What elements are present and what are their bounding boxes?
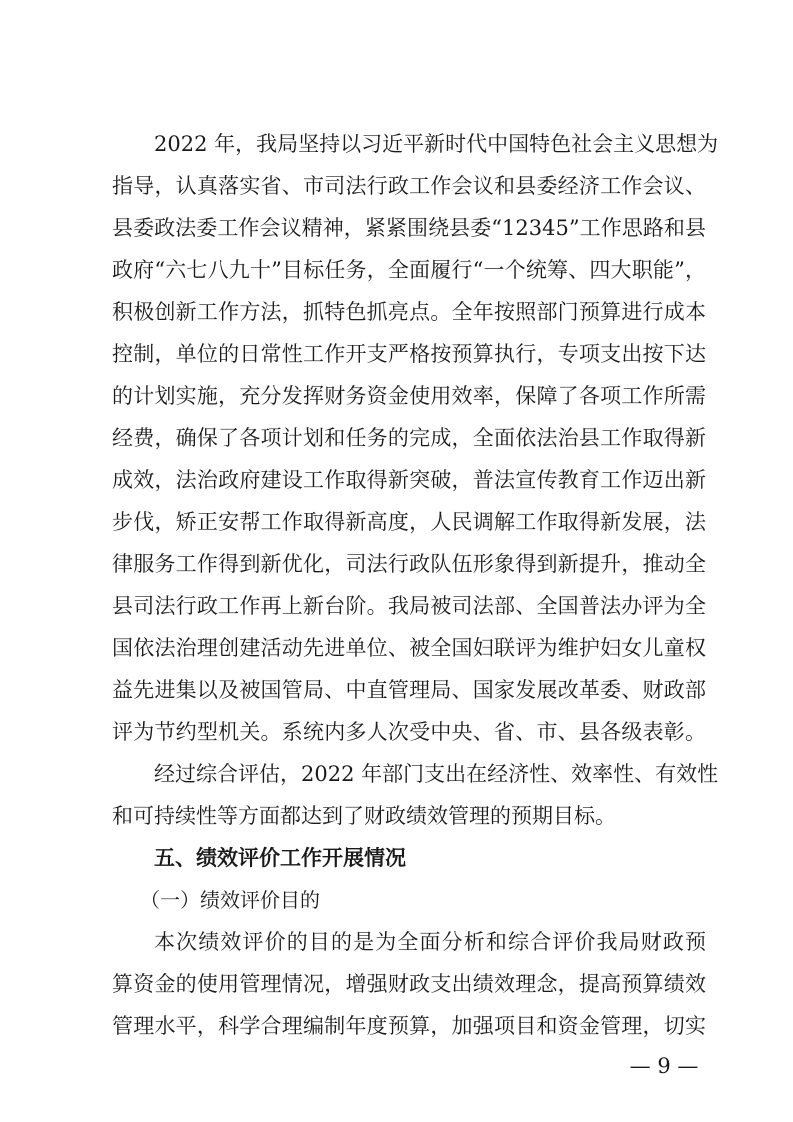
paragraph-2-line-1: 经过综合评估，2022 年部门支出在经济性、效率性、有效性 bbox=[154, 762, 719, 786]
paragraph-3-line-1: 本次绩效评价的目的是为全面分析和综合评价我局财政预 bbox=[154, 930, 706, 954]
paragraph-1-line-15: 评为节约型机关。系统内多人次受中央、省、市、县各级表彰。 bbox=[112, 720, 706, 744]
paragraph-1-line-5: 积极创新工作方法，抓特色抓亮点。全年按照部门预算进行成本 bbox=[112, 300, 706, 324]
paragraph-1-line-14: 益先进集以及被国管局、中直管理局、国家发展改革委、财政部 bbox=[112, 678, 706, 702]
paragraph-1-line-13: 国依法治理创建活动先进单位、被全国妇联评为维护妇女儿童权 bbox=[112, 636, 706, 660]
paragraph-1-line-2: 指导，认真落实省、市司法行政工作会议和县委经济工作会议、 bbox=[112, 174, 706, 198]
paragraph-1-line-12: 县司法行政工作再上新台阶。我局被司法部、全国普法办评为全 bbox=[112, 594, 706, 618]
paragraph-1-line-11: 律服务工作得到新优化，司法行政队伍形象得到新提升，推动全 bbox=[112, 552, 706, 576]
paragraph-1-line-3: 县委政法委工作会议精神，紧紧围绕县委“12345”工作思路和县 bbox=[112, 216, 706, 240]
page-number: — 9 — bbox=[629, 1054, 699, 1078]
paragraph-2-line-2: 和可持续性等方面都达到了财政绩效管理的预期目标。 bbox=[112, 804, 616, 828]
section-heading: 五、绩效评价工作开展情况 bbox=[154, 846, 406, 870]
paragraph-1-line-7: 的计划实施，充分发挥财务资金使用效率，保障了各项工作所需 bbox=[112, 384, 706, 408]
paragraph-1-line-4: 政府“六七八九十”目标任务，全面履行“一个统筹、四大职能”， bbox=[112, 258, 706, 282]
paragraph-3-line-2: 算资金的使用管理情况，增强财政支出绩效理念，提高预算绩效 bbox=[112, 972, 706, 996]
paragraph-1-line-10: 步伐，矫正安帮工作取得新高度，人民调解工作取得新发展，法 bbox=[112, 510, 706, 534]
paragraph-1-line-9: 成效，法治政府建设工作取得新突破，普法宣传教育工作迈出新 bbox=[112, 468, 706, 492]
paragraph-1-line-1: 2022 年，我局坚持以习近平新时代中国特色社会主义思想为 bbox=[154, 132, 719, 156]
subsection-heading: （一）绩效评价目的 bbox=[140, 888, 320, 912]
paragraph-3-line-3: 管理水平，科学合理编制年度预算，加强项目和资金管理，切实 bbox=[112, 1014, 706, 1038]
paragraph-1-line-6: 控制，单位的日常性工作开支严格按预算执行，专项支出按下达 bbox=[112, 342, 706, 366]
paragraph-1-line-8: 经费，确保了各项计划和任务的完成，全面依法治县工作取得新 bbox=[112, 426, 706, 450]
